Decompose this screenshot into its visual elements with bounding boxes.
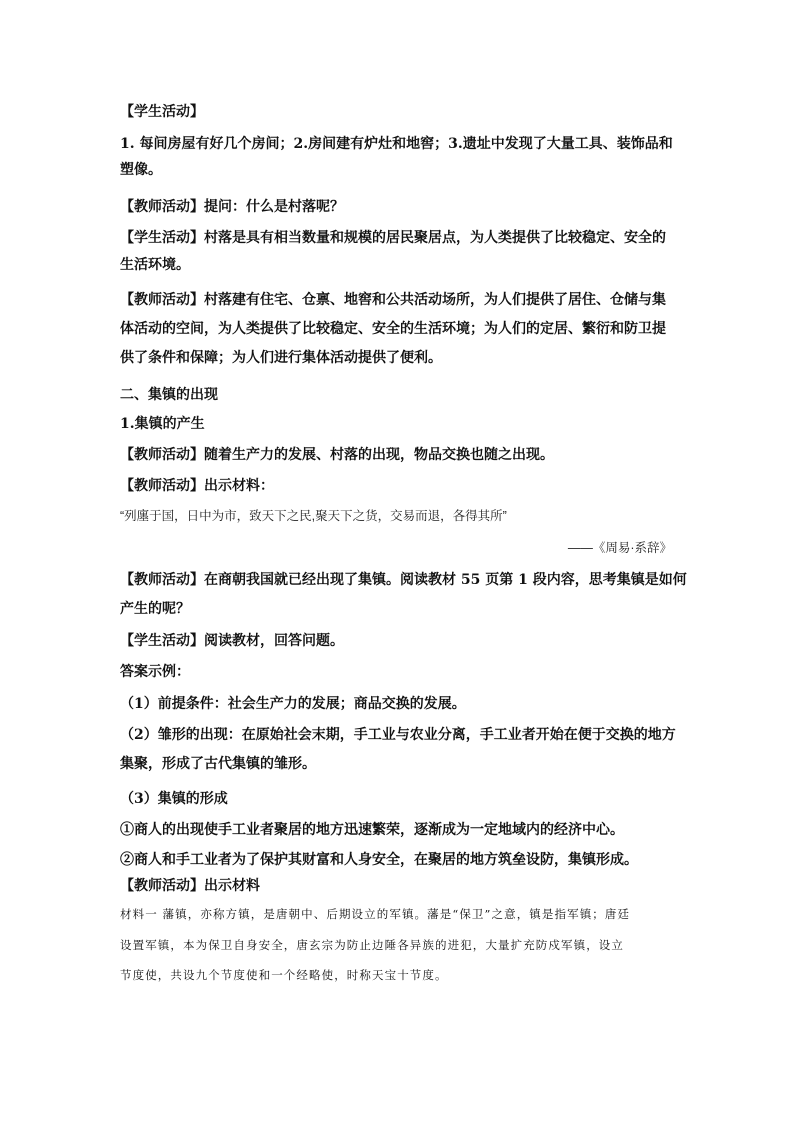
paragraph-line: 【教师活动】随着生产力的发展、村落的出现，物品交换也随之出现。	[120, 447, 554, 463]
paragraph-line: 【教师活动】提问：什么是村落呢？	[120, 199, 344, 215]
material-line: 材料一 藩镇，亦称方镇，是唐朝中、后期设立的军镇。藩是“保卫”之意，镇是指军镇；唐廷	[120, 907, 631, 921]
paragraph-line: 【学生活动】阅读教材，回答问题。	[120, 633, 344, 649]
paragraph-line: 【学生活动】村落是具有相当数量和规模的居民聚居点，为人类提供了比较稳定、安全的	[120, 230, 666, 246]
subsection-heading: 1.集镇的产生	[120, 416, 205, 432]
paragraph-line: 【教师活动】出示材料	[120, 878, 260, 894]
material-line: 节度使，共设九个节度使和一个经略使，时称天宝十节度。	[120, 968, 448, 982]
paragraph-line: 1. 每间房屋有好几个房间；2.房间建有炉灶和地窖；3.遗址中发现了大量工具、装饰品和	[120, 136, 673, 152]
paragraph-line: （3）集镇的形成	[120, 791, 228, 807]
paragraph-line: ①商人的出现使手工业者聚居的地方迅速繁荣，逐渐成为一定地域内的经济中心。	[120, 822, 624, 838]
quote-text: “列廛于国，日中为市，致天下之民,聚天下之货，交易而退，各得其所”	[120, 509, 507, 523]
heading-student-activity: 【学生活动】	[120, 104, 204, 120]
paragraph-line: 产生的呢？	[120, 601, 190, 617]
paragraph-line: 【教师活动】村落建有住宅、仓禀、地窖和公共活动场所，为人们提供了居住、仓储与集	[120, 292, 666, 308]
paragraph-line: （2）雏形的出现：在原始社会末期，手工业与农业分离，手工业者开始在便于交换的地方	[120, 727, 676, 743]
paragraph-line: 塑像。	[120, 162, 162, 178]
paragraph-line: 体活动的空间，为人类提供了比较稳定、安全的生活环境；为人们的定居、繁衍和防卫提	[120, 321, 666, 337]
paragraph-line: （1）前提条件：社会生产力的发展；商品交换的发展。	[120, 696, 466, 712]
paragraph-line: ②商人和手工业者为了保护其财富和人身安全，在聚居的地方筑垒设防，集镇形成。	[120, 852, 638, 868]
material-line: 设置军镇，本为保卫自身安全，唐玄宗为防止边陲各异族的进犯，大量扩充防戍军镇，设立	[120, 938, 624, 952]
quote-source: ——《周易·系辞》	[567, 541, 672, 555]
paragraph-line: 【教师活动】出示材料：	[120, 478, 274, 494]
paragraph-line: 集聚，形成了古代集镇的雏形。	[120, 756, 316, 772]
section-heading: 二、集镇的出现	[120, 387, 218, 403]
paragraph-line: 答案示例：	[120, 664, 190, 680]
paragraph-line: 供了条件和保障；为人们进行集体活动提供了便利。	[120, 350, 442, 366]
paragraph-line: 【教师活动】在商朝我国就已经出现了集镇。阅读教材 55 页第 1 段内容，思考集镇是如何	[120, 572, 687, 588]
paragraph-line: 生活环境。	[120, 257, 190, 273]
